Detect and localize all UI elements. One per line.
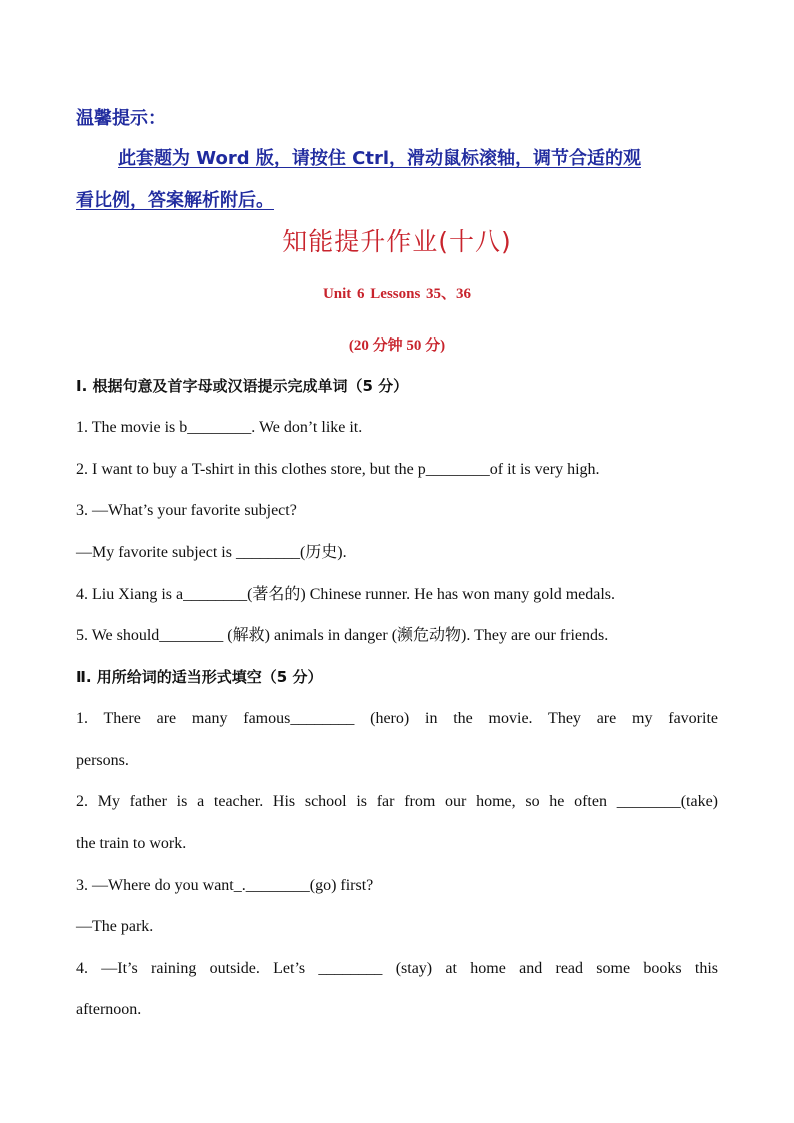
notice-title: 温馨提示：: [76, 108, 166, 129]
question-item: —The park.: [76, 918, 154, 935]
question-item: 4. —It’s raining outside. Let’s ________ (stay) at home and read some books this: [76, 960, 718, 977]
document-subtitle: Unit 6 Lessons 35、36: [322, 286, 472, 302]
question-item: 5. We should________ (解救) animals in danger (濒危动物). They are our friends.: [76, 627, 609, 644]
question-item: 4. Liu Xiang is a________(著名的) Chinese runner. He has won many gold medals.: [76, 586, 616, 603]
section-1-heading: Ⅰ. 根据句意及首字母或汉语提示完成单词（5 分）: [76, 377, 409, 395]
question-item-continuation: persons.: [76, 752, 129, 769]
question-item: 3. —Where do you want_.________(go) first?: [76, 877, 374, 894]
notice-text-line-2: 看比例，答案解析附后。: [76, 190, 274, 211]
section-2-heading: Ⅱ. 用所给词的适当形式填空（5 分）: [76, 668, 323, 686]
document-time-score: (20 分钟 50 分): [348, 338, 446, 354]
question-item-continuation: afternoon.: [76, 1001, 142, 1018]
notice-text-line-1: 此套题为 Word 版，请按住 Ctrl，滑动鼠标滚轴，调节合适的观: [118, 148, 641, 169]
question-item: 1. The movie is b________. We don’t like it.: [76, 419, 363, 436]
question-item: 2. My father is a teacher. His school is far from our home, so he often ________(take): [76, 793, 718, 810]
question-item: —My favorite subject is ________(历史).: [76, 544, 347, 561]
question-item: 2. I want to buy a T-shirt in this clothes store, but the p________of it is very high.: [76, 461, 600, 478]
question-item: 3. —What’s your favorite subject?: [76, 502, 297, 519]
question-item: 1. There are many famous________ (hero) in the movie. They are my favorite: [76, 710, 718, 727]
document-title: 知能提升作业(十八): [282, 227, 512, 256]
question-item-continuation: the train to work.: [76, 835, 187, 852]
